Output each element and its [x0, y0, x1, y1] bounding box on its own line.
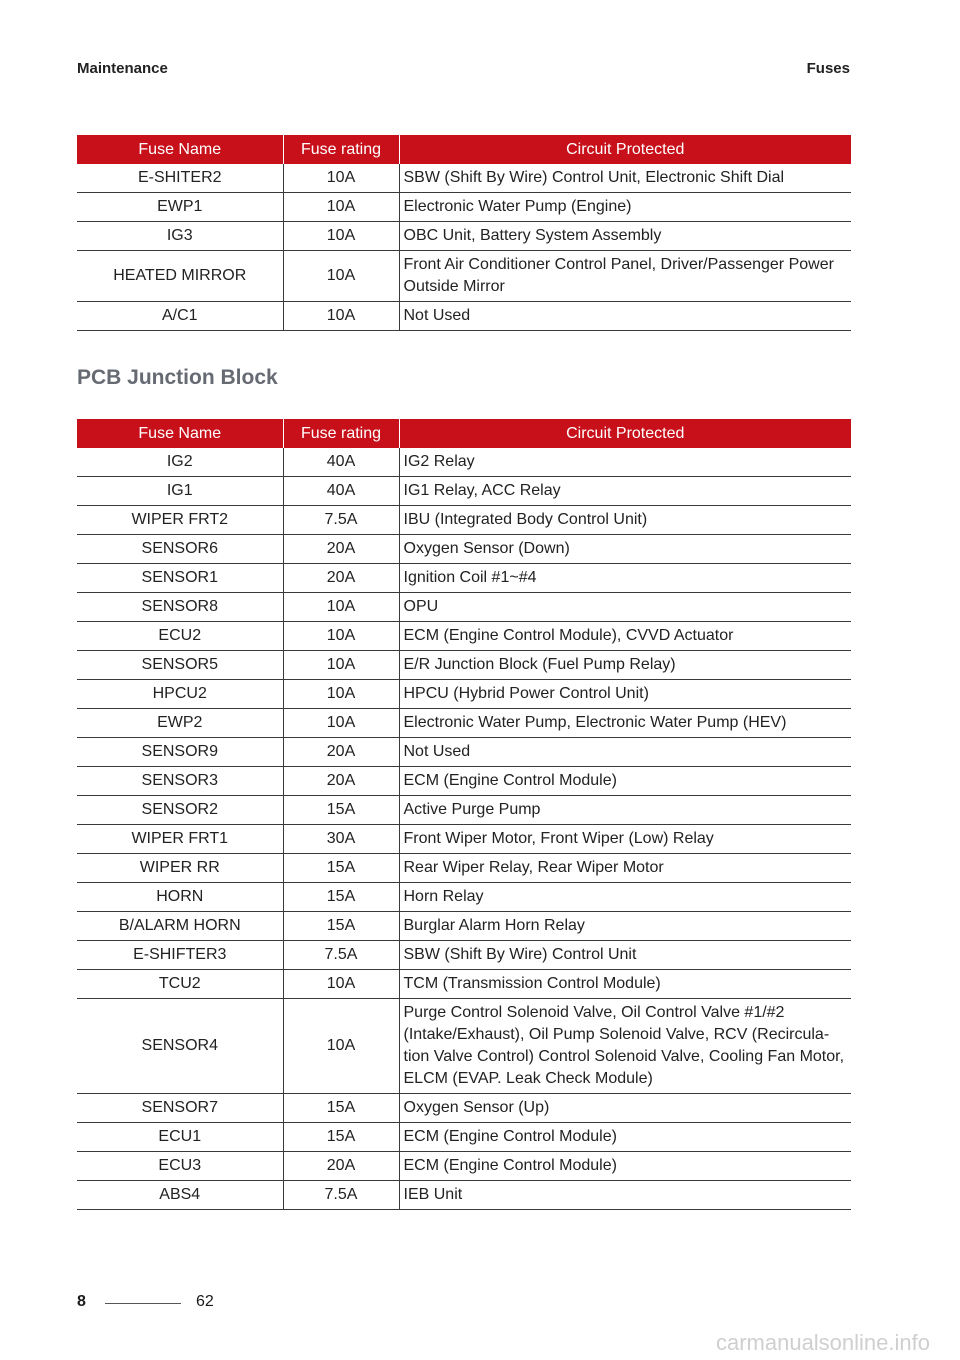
- column-header-fuse-name: Fuse Name: [77, 419, 283, 448]
- fuse-name-cell: EWP2: [77, 709, 283, 738]
- circuit-protected-cell: ECM (Engine Control Module): [399, 767, 851, 796]
- fuse-rating-cell: 20A: [283, 738, 399, 767]
- circuit-protected-cell: Purge Control Solenoid Valve, Oil Control Valve #1/#2 (Intake/Exhaust), Oil Pump Solenoid Valve, RCV (Recircula-tion Valve Control) Control Solenoid Valve, Cooling Fan Motor, ELCM (EVAP. Leak Check Module): [399, 999, 851, 1094]
- fuse-name-cell: EWP1: [77, 193, 283, 222]
- circuit-protected-cell: Rear Wiper Relay, Rear Wiper Motor: [399, 854, 851, 883]
- chapter-number: 8: [77, 1293, 86, 1310]
- circuit-protected-cell: SBW (Shift By Wire) Control Unit, Electronic Shift Dial: [399, 164, 851, 193]
- fuse-rating-cell: 15A: [283, 854, 399, 883]
- table-row: [77, 912, 851, 941]
- fuse-name-cell: HEATED MIRROR: [77, 251, 283, 302]
- circuit-protected-cell: Active Purge Pump: [399, 796, 851, 825]
- fuse-name-cell: SENSOR4: [77, 999, 283, 1094]
- circuit-protected-cell: Oxygen Sensor (Up): [399, 1094, 851, 1123]
- table-row: [77, 302, 851, 331]
- fuse-name-cell: IG3: [77, 222, 283, 251]
- fuse-rating-cell: 10A: [283, 164, 399, 193]
- fuse-rating-cell: 10A: [283, 651, 399, 680]
- column-header-fuse-rating: Fuse rating: [283, 135, 399, 164]
- fuse-name-cell: IG1: [77, 477, 283, 506]
- fuse-name-cell: B/ALARM HORN: [77, 912, 283, 941]
- circuit-protected-cell: Electronic Water Pump (Engine): [399, 193, 851, 222]
- table-row: [77, 651, 851, 680]
- circuit-protected-cell: IBU (Integrated Body Control Unit): [399, 506, 851, 535]
- column-header-circuit-protected: Circuit Protected: [399, 419, 851, 448]
- fuse-rating-cell: 7.5A: [283, 506, 399, 535]
- fuse-name-cell: A/C1: [77, 302, 283, 331]
- circuit-protected-cell: Burglar Alarm Horn Relay: [399, 912, 851, 941]
- fuse-name-cell: E-SHIFTER3: [77, 941, 283, 970]
- fuse-rating-cell: 20A: [283, 564, 399, 593]
- fuse-rating-cell: 40A: [283, 448, 399, 477]
- fuse-rating-cell: 20A: [283, 535, 399, 564]
- running-header-topic: Fuses: [806, 60, 850, 77]
- fuse-rating-cell: 15A: [283, 796, 399, 825]
- fuse-rating-cell: 10A: [283, 970, 399, 999]
- table-row: [77, 941, 851, 970]
- fuse-name-cell: ECU1: [77, 1123, 283, 1152]
- circuit-protected-cell: IG1 Relay, ACC Relay: [399, 477, 851, 506]
- circuit-protected-cell: Not Used: [399, 302, 851, 331]
- circuit-protected-cell: Oxygen Sensor (Down): [399, 535, 851, 564]
- circuit-protected-cell: OPU: [399, 593, 851, 622]
- fuse-rating-cell: 15A: [283, 883, 399, 912]
- fuse-rating-cell: 10A: [283, 593, 399, 622]
- fuse-rating-cell: 15A: [283, 912, 399, 941]
- circuit-protected-cell: Ignition Coil #1~#4: [399, 564, 851, 593]
- table-row: [77, 564, 851, 593]
- column-header-fuse-name: Fuse Name: [77, 135, 283, 164]
- fuse-rating-cell: 10A: [283, 193, 399, 222]
- table-row: [77, 193, 851, 222]
- running-header-section: Maintenance: [77, 60, 168, 77]
- fuse-rating-cell: 7.5A: [283, 1181, 399, 1210]
- fuse-rating-cell: 15A: [283, 1094, 399, 1123]
- fuse-rating-cell: 10A: [283, 680, 399, 709]
- table-row: [77, 535, 851, 564]
- circuit-protected-cell: Front Wiper Motor, Front Wiper (Low) Relay: [399, 825, 851, 854]
- circuit-protected-cell: SBW (Shift By Wire) Control Unit: [399, 941, 851, 970]
- fuse-name-cell: IG2: [77, 448, 283, 477]
- fuse-table-2: [77, 419, 851, 1210]
- table-row: [77, 854, 851, 883]
- table-row: [77, 506, 851, 535]
- fuse-rating-cell: 10A: [283, 999, 399, 1094]
- fuse-name-cell: SENSOR2: [77, 796, 283, 825]
- table-row: [77, 999, 851, 1094]
- section-title: PCB Junction Block: [77, 366, 278, 389]
- fuse-name-cell: HPCU2: [77, 680, 283, 709]
- table-row: [77, 970, 851, 999]
- fuse-name-cell: SENSOR7: [77, 1094, 283, 1123]
- column-header-fuse-rating: Fuse rating: [283, 419, 399, 448]
- table-row: [77, 709, 851, 738]
- page-number: 62: [196, 1293, 214, 1310]
- fuse-name-cell: WIPER RR: [77, 854, 283, 883]
- fuse-name-cell: HORN: [77, 883, 283, 912]
- table-row: [77, 622, 851, 651]
- fuse-rating-cell: 15A: [283, 1123, 399, 1152]
- fuse-rating-cell: 10A: [283, 251, 399, 302]
- fuse-name-cell: WIPER FRT2: [77, 506, 283, 535]
- circuit-protected-cell: ECM (Engine Control Module), CVVD Actuator: [399, 622, 851, 651]
- fuse-name-cell: E-SHITER2: [77, 164, 283, 193]
- table-header-row: [77, 135, 851, 164]
- footer-divider: [105, 1303, 181, 1304]
- fuse-rating-cell: 7.5A: [283, 941, 399, 970]
- fuse-name-cell: SENSOR3: [77, 767, 283, 796]
- table-row: [77, 1181, 851, 1210]
- circuit-protected-cell: OBC Unit, Battery System Assembly: [399, 222, 851, 251]
- table-row: [77, 1152, 851, 1181]
- fuse-rating-cell: 20A: [283, 767, 399, 796]
- circuit-protected-cell: Front Air Conditioner Control Panel, Driver/Passenger Power Outside Mirror: [399, 251, 851, 302]
- circuit-protected-cell: Horn Relay: [399, 883, 851, 912]
- table-row: [77, 883, 851, 912]
- circuit-protected-cell: Not Used: [399, 738, 851, 767]
- fuse-name-cell: ECU2: [77, 622, 283, 651]
- table-row: [77, 222, 851, 251]
- circuit-protected-cell: IG2 Relay: [399, 448, 851, 477]
- circuit-protected-cell: ECM (Engine Control Module): [399, 1123, 851, 1152]
- watermark: carmanualsonline.info: [715, 1330, 930, 1355]
- table-row: [77, 767, 851, 796]
- fuse-rating-cell: 10A: [283, 709, 399, 738]
- fuse-name-cell: SENSOR5: [77, 651, 283, 680]
- fuse-rating-cell: 10A: [283, 622, 399, 651]
- fuse-name-cell: SENSOR9: [77, 738, 283, 767]
- table-row: [77, 448, 851, 477]
- fuse-rating-cell: 10A: [283, 222, 399, 251]
- table-header-row: [77, 419, 851, 448]
- circuit-protected-cell: Electronic Water Pump, Electronic Water Pump (HEV): [399, 709, 851, 738]
- circuit-protected-cell: E/R Junction Block (Fuel Pump Relay): [399, 651, 851, 680]
- fuse-rating-cell: 30A: [283, 825, 399, 854]
- circuit-protected-cell: ECM (Engine Control Module): [399, 1152, 851, 1181]
- circuit-protected-cell: TCM (Transmission Control Module): [399, 970, 851, 999]
- table-row: [77, 680, 851, 709]
- fuse-name-cell: SENSOR8: [77, 593, 283, 622]
- fuse-rating-cell: 10A: [283, 302, 399, 331]
- column-header-circuit-protected: Circuit Protected: [399, 135, 851, 164]
- table-row: [77, 738, 851, 767]
- fuse-name-cell: SENSOR6: [77, 535, 283, 564]
- fuse-table-1: [77, 135, 851, 331]
- fuse-name-cell: ECU3: [77, 1152, 283, 1181]
- fuse-rating-cell: 20A: [283, 1152, 399, 1181]
- table-row: [77, 1094, 851, 1123]
- fuse-name-cell: ABS4: [77, 1181, 283, 1210]
- table-row: [77, 1123, 851, 1152]
- table-row: [77, 593, 851, 622]
- table-row: [77, 251, 851, 302]
- fuse-rating-cell: 40A: [283, 477, 399, 506]
- table-row: [77, 796, 851, 825]
- circuit-protected-cell: IEB Unit: [399, 1181, 851, 1210]
- table-row: [77, 825, 851, 854]
- circuit-protected-cell: HPCU (Hybrid Power Control Unit): [399, 680, 851, 709]
- table-row: [77, 164, 851, 193]
- fuse-name-cell: SENSOR1: [77, 564, 283, 593]
- fuse-name-cell: TCU2: [77, 970, 283, 999]
- fuse-name-cell: WIPER FRT1: [77, 825, 283, 854]
- table-row: [77, 477, 851, 506]
